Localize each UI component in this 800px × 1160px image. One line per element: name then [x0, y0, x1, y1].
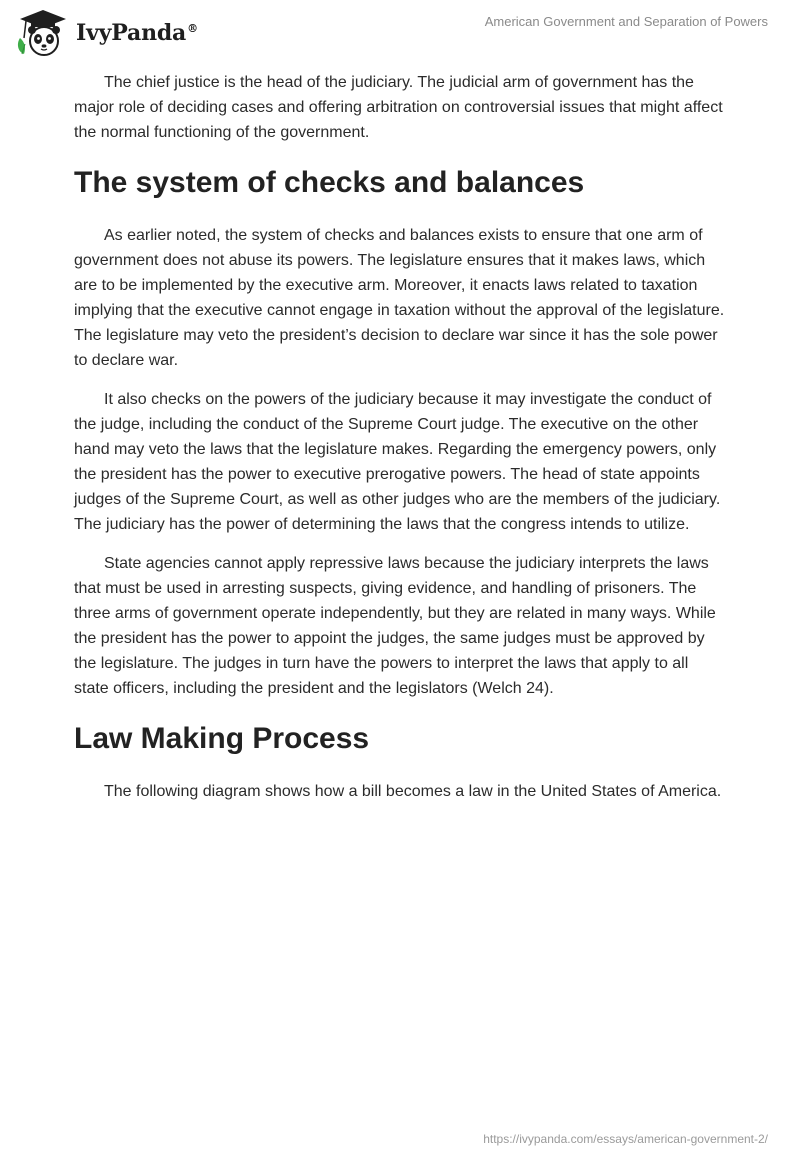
paragraph-judiciary: The chief justice is the head of the judiciary. The judicial arm of government has the major role of deciding cases and offering arbitration on controversial issues that might affect the normal functioning of the government. — [74, 74, 723, 141]
panda-graduate-icon — [14, 8, 72, 58]
document-title: American Government and Separation of Powers — [484, 14, 768, 29]
paragraph-checks-intro: As earlier noted, the system of checks and balances exists to ensure that one arm of government does not abuse its powers. The legislature ensures that it makes laws, which are to be implemented by the executive arm. Moreover, it enacts laws related to taxation implying that the executive cannot engage in taxation without the approval of the legislature. The legislature may veto the president’s decision to declare war since it has the sole power to declare war. — [74, 227, 725, 369]
brand-name: IvyPanda® — [76, 20, 198, 46]
source-url[interactable]: https://ivypanda.com/essays/american-government-2/ — [483, 1132, 768, 1146]
heading-checks-and-balances: The system of checks and balances — [74, 166, 585, 199]
paragraph-diagram-intro: The following diagram shows how a bill becomes a law in the United States of America. — [104, 783, 722, 800]
ivypanda-logo[interactable] — [14, 8, 198, 58]
paragraph-state-agencies: State agencies cannot apply repressive laws because the judiciary interprets the laws that must be used in arresting suspects, giving evidence, and handling of prisoners. The three arms of government operate independently, but they are related in many ways. While the president has the power to appoint the judges, the same judges must be approved by the legislature. The judges in turn have the powers to interpret the laws that apply to all state officers, including the president and the legislators (Welch 24). — [74, 555, 716, 697]
page-header — [0, 0, 800, 64]
registered-mark: ® — [187, 21, 198, 35]
heading-law-making-process: Law Making Process — [74, 722, 370, 755]
essay-body — [74, 70, 726, 818]
paragraph-judiciary-checks: It also checks on the powers of the judiciary because it may investigate the conduct of the judge, including the conduct of the Supreme Court judge. The executive on the other hand may veto the laws that the legislature makes. Regarding the emergency powers, only the president has the power to executive prerogative powers. The head of state appoints judges of the Supreme Court, as well as other judges who are the members of the judiciary. The judiciary has the power of determining the laws that the congress intends to utilize. — [74, 391, 721, 533]
